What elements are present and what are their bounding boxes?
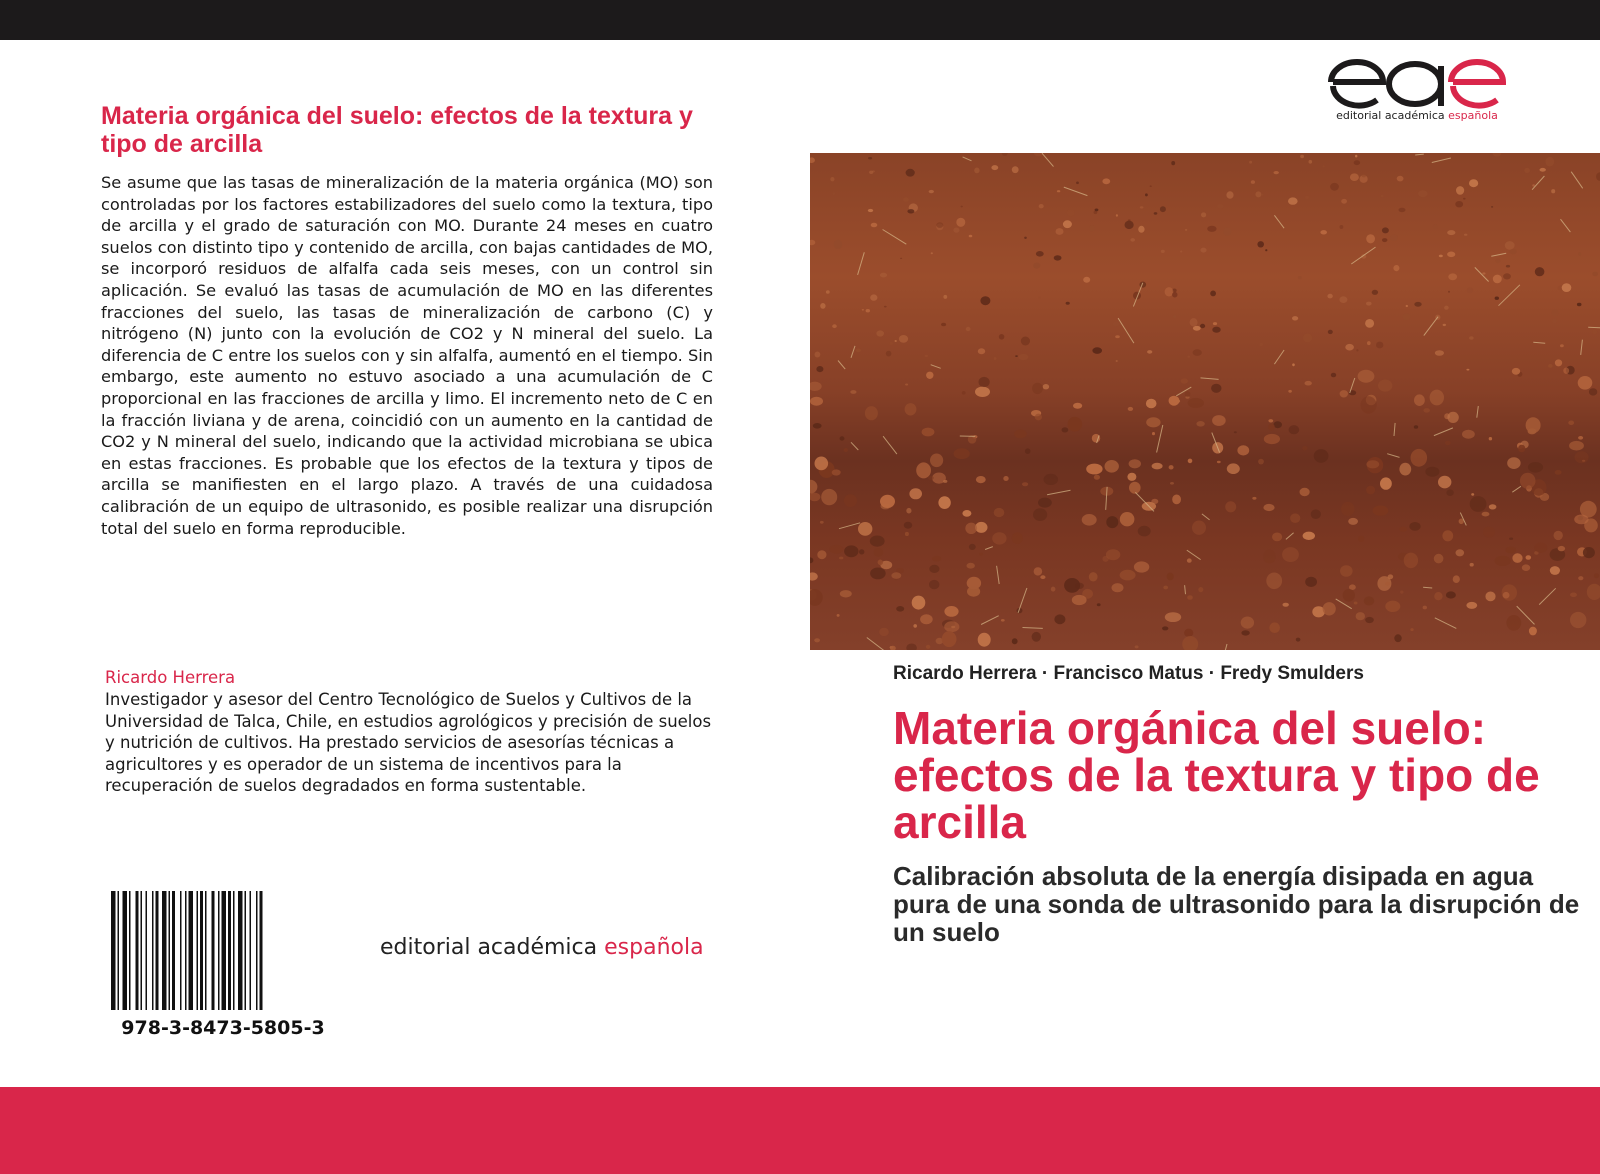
logo-caption-accent: española [1448,109,1498,122]
publisher-name-accent: española [604,935,704,960]
front-cover-subtitle: Calibración absoluta de la energía disipada en agua pura de una sonda de ultrasonido para la disrupción de un suelo [893,861,1580,947]
back-cover-synopsis: Se asume que las tasas de mineralización de la materia orgánica (MO) son controladas por los factores estabilizadores del suelo como la textura, tipo de arcilla y el grado de saturación con MO. Durante 24 meses en cuatro suelos con distinto tipo y contenido de arcilla, con bajas cantidades de MO, se incorporó residuos de alfalfa cada seis meses, con un control sin aplicación. Se evaluó las tasas de acumulación de MO en las diferentes fracciones del suelo, las tasas de mineralización de carbono (C) y nitrógeno (N) junto con la evolución de CO2 y N mineral del suelo. La diferencia de C entre los suelos con y sin alfalfa, aumentó en el tiempo. Sin embargo, este aumento no estuvo asociado a una acumulación de C proporcional en las fracciones de arcilla y limo. El incremento neto de C en la fracción liviana y de arena, coincidió con un aumento en la cantidad de CO2 y N mineral del suelo, indicando que la actividad microbiana se ubica en estas fracciones. Es probable que los efectos de la textura y tipos de arcilla se manifiesten en el largo plazo. A través de una cuidadosa calibración de un equipo de ultrasonido, es posible realizar una disrupción total del suelo en forma reproducible. [101,173,713,538]
back-cover-title: Materia orgánica del suelo: efectos de la textura y tipo de arcilla [101,102,693,158]
author-name: Ricardo Herrera [105,668,236,687]
logo-caption-main: editorial académica [1336,109,1445,122]
front-cover-title: Materia orgánica del suelo: efectos de la textura y tipo de arcilla [893,702,1540,848]
publisher-wordmark [380,935,704,960]
soil-cross-section-photo [810,153,1600,650]
isbn-barcode-icon [111,891,335,1010]
top-bar [0,0,1600,40]
author-bio: Investigador y asesor del Centro Tecnológico de Suelos y Cultivos de la Universidad de Talca, Chile, en estudios agrológicos y precisión de suelos y nutrición de cultivos. Ha prestado servicios de asesorías técnicas a agricultores y es operador de un sistema de incentivos para la recuperación de suelos degradados en forma sustentable. [105,690,712,796]
isbn-number: 978-3-8473-5805-3 [121,1017,325,1039]
front-cover-authors: Ricardo Herrera · Francisco Matus · Fredy Smulders [893,663,1364,684]
logo-caption [1327,109,1507,122]
eae-logo-icon [1327,52,1507,112]
author-block [105,667,715,797]
publisher-name-main: editorial académica [380,935,598,960]
bottom-accent-band [0,1087,1600,1174]
